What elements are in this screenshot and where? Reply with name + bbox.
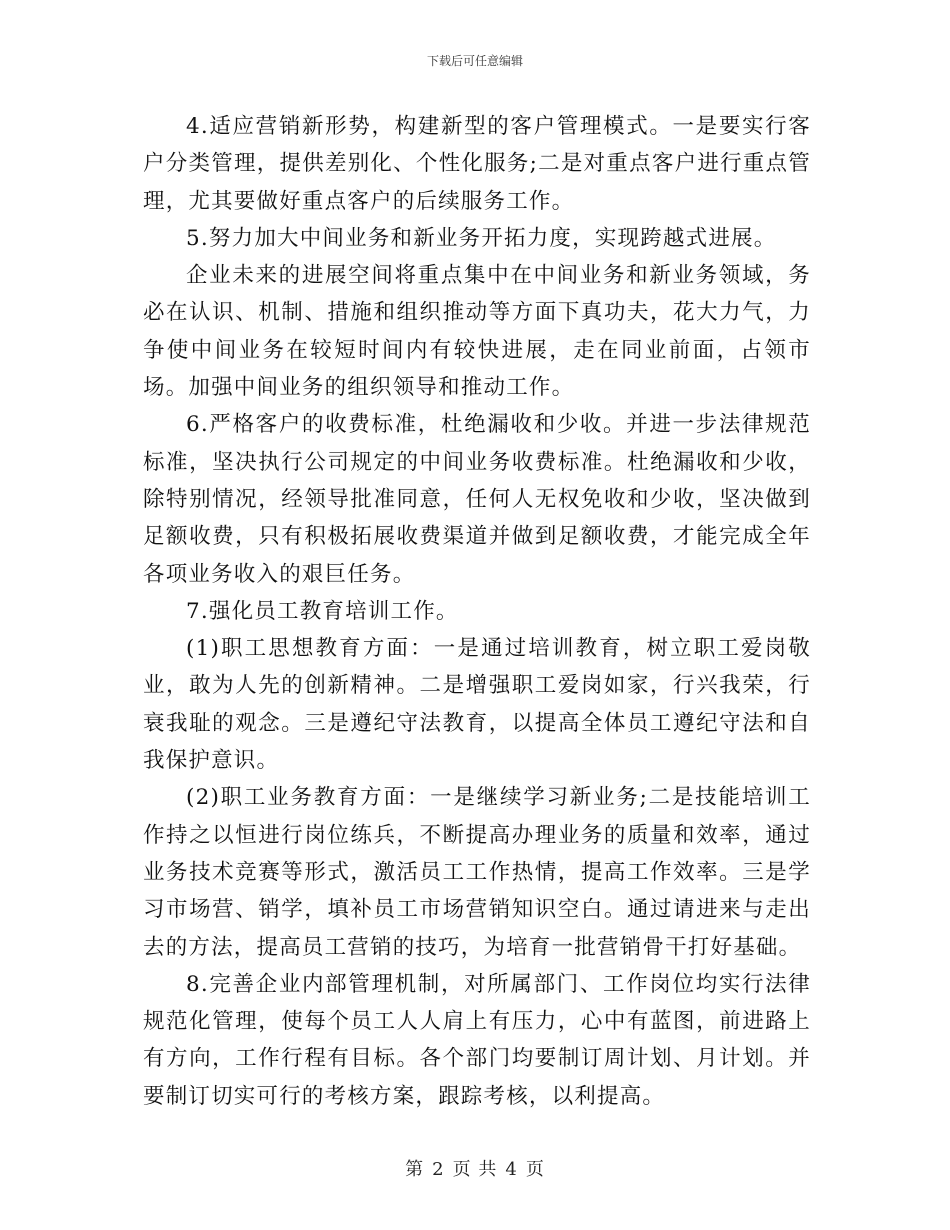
current-page-number: 2 (432, 1159, 445, 1180)
footer-suffix: 页 (525, 1159, 545, 1180)
page-header: 下载后可任意编辑 (426, 54, 523, 68)
paragraph-item-7-2: (2)职工业务教育方面：一是继续学习新业务;二是技能培训工作持之以恒进行岗位练兵，不断提高办理业务的质量和效率，通过业务技术竞赛等形式，激活员工工作热情，提高工作效率。三是学习市场营、销学，填补员工市场营销知识空白。通过请进来与走出去的方法，提高员工营销的技巧，为培育一批营销骨干打好基础。 (143, 785, 811, 960)
document-body (143, 108, 811, 1115)
paragraph-item-7-1: (1)职工思想教育方面：一是通过培训教育，树立职工爱岗敬业，敢为人先的创新精神。二是增强职工爱岗如家，行兴我荣，行衰我耻的观念。三是遵纪守法教育，以提高全体员工遵纪守法和自我保护意识。 (143, 636, 811, 774)
paragraph-item-5-body: 企业未来的进展空间将重点集中在中间业务和新业务领域，务必在认识、机制、措施和组织推动等方面下真功夫，花大力气，力争使中间业务在较短时间内有较快进展，走在同业前面，占领市场。加强中间业务的组织领导和推动工作。 (143, 263, 811, 401)
total-page-count: 4 (505, 1159, 518, 1180)
page-number-footer (0, 1155, 950, 1181)
paragraph-item-8: 8.完善企业内部管理机制，对所属部门、工作岗位均实行法律规范化管理，使每个员工人人肩上有压力，心中有蓝图，前进路上有方向，工作行程有目标。各个部门均要制订周计划、月计划。并要制订切实可行的考核方案，跟踪考核，以利提高。 (143, 971, 811, 1109)
footer-prefix: 第 (405, 1159, 425, 1180)
paragraph-item-4: 4.适应营销新形势，构建新型的客户管理模式。一是要实行客户分类管理，提供差别化、个性化服务;二是对重点客户进行重点管理，尤其要做好重点客户的后续服务工作。 (143, 114, 811, 214)
footer-middle: 页 共 (452, 1159, 498, 1180)
paragraph-item-5-heading: 5.努力加大中间业务和新业务开拓力度，实现跨越式进展。 (186, 225, 777, 251)
paragraph-item-6: 6.严格客户的收费标准，杜绝漏收和少收。并进一步法律规范标准，坚决执行公司规定的中间业务收费标准。杜绝漏收和少收，除特别情况，经领导批准同意，任何人无权免收和少收，坚决做到足额收费，只有积极拓展收费渠道并做到足额收费，才能完成全年各项业务收入的艰巨任务。 (143, 412, 811, 587)
paragraph-item-7-heading: 7.强化员工教育培训工作。 (186, 598, 459, 624)
